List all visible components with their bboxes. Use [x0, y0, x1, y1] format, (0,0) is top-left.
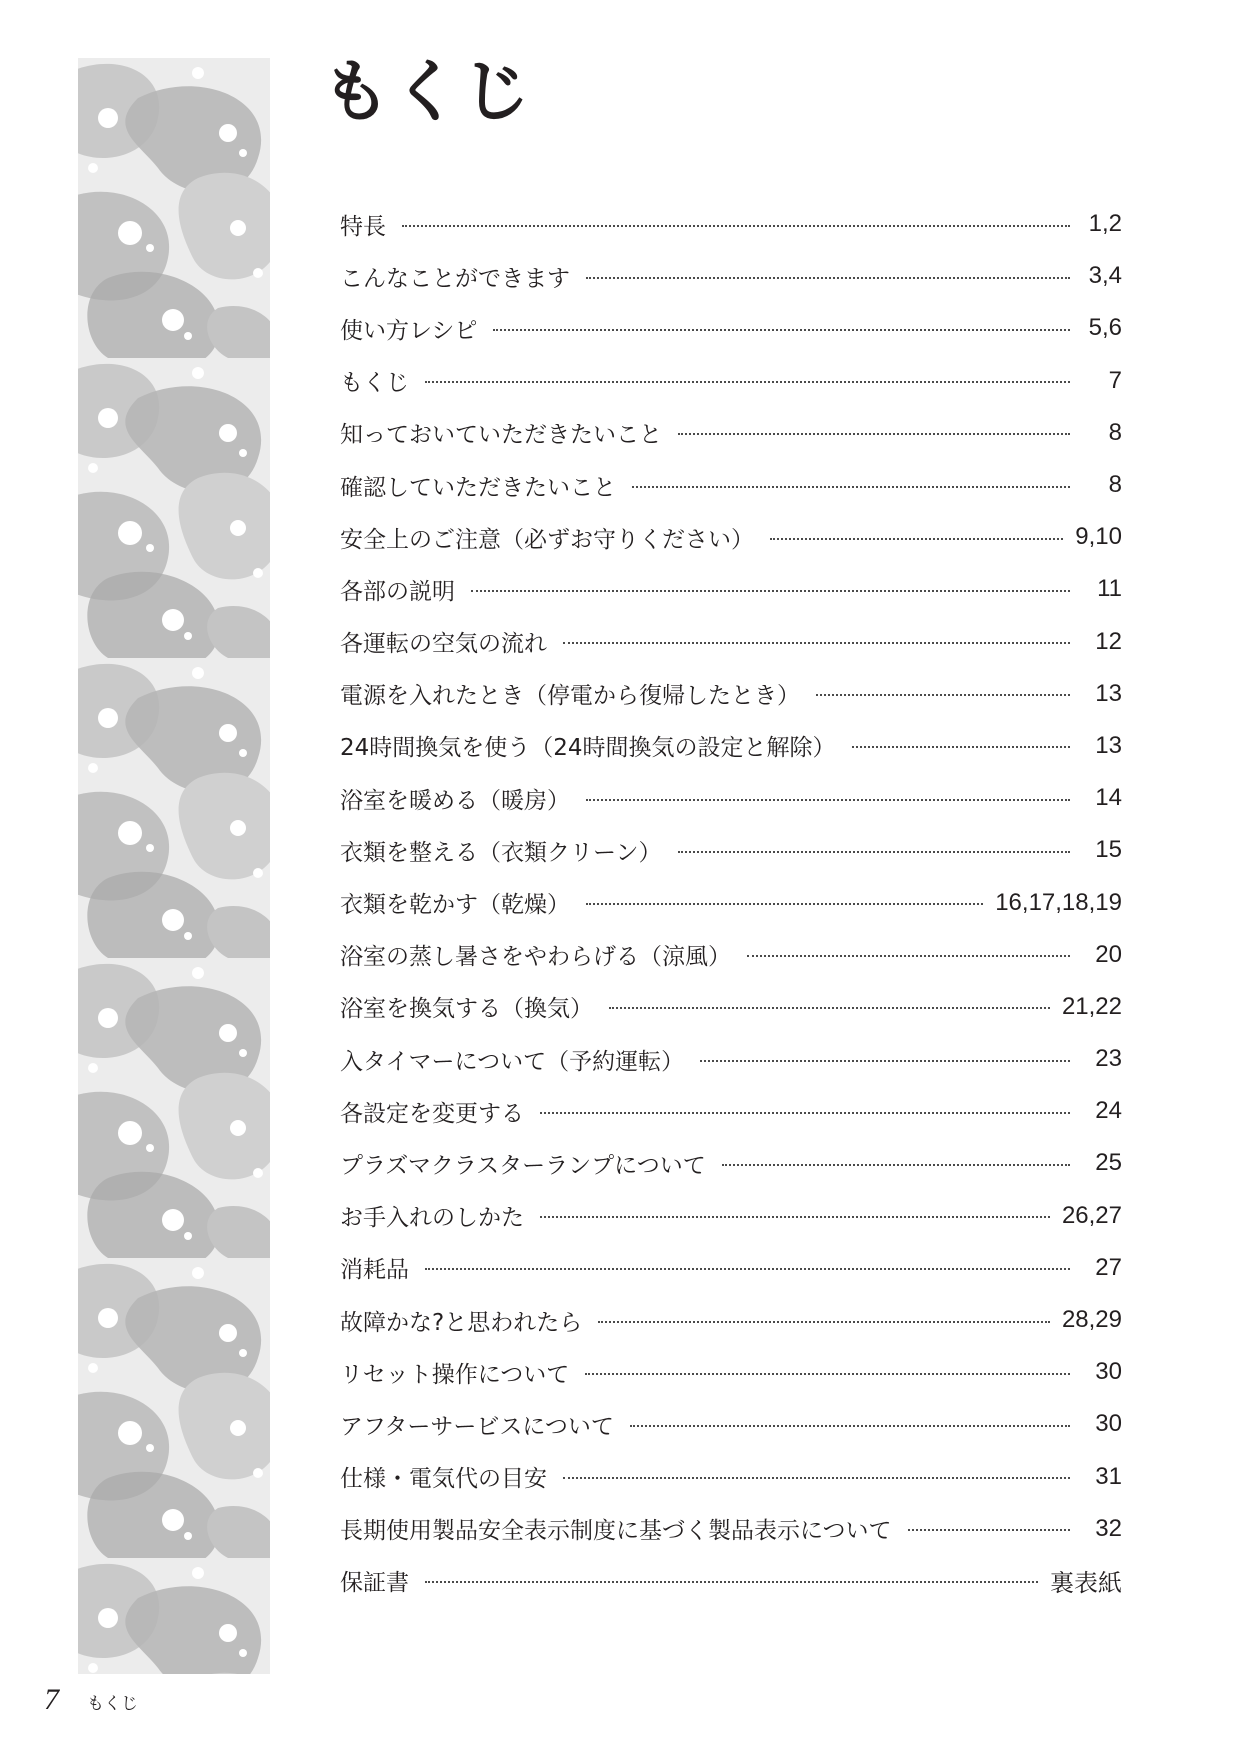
- toc-entry-label: 入タイマーについて（予約運転）: [340, 1048, 685, 1075]
- toc-entry[interactable]: [340, 616, 1122, 668]
- toc-entry-page: 30: [1095, 1410, 1122, 1438]
- toc-entry-label: 電源を入れたとき（停電から復帰したとき）: [340, 683, 800, 710]
- blob-pattern-graphic: [78, 58, 270, 1674]
- toc-leader-dots: [563, 642, 1070, 644]
- toc-entry[interactable]: [340, 824, 1122, 876]
- toc-entry-label: 各部の説明: [340, 578, 455, 605]
- toc-entry[interactable]: [340, 1242, 1122, 1294]
- toc-entry-label: 確認していただきたいこと: [340, 474, 616, 501]
- toc-entry-page: 3,4: [1088, 262, 1122, 290]
- toc-leader-dots: [747, 955, 1070, 957]
- toc-entry[interactable]: [340, 511, 1122, 563]
- toc-leader-dots: [816, 694, 1070, 696]
- table-of-contents: [340, 198, 1122, 1607]
- toc-leader-dots: [609, 1007, 1050, 1009]
- toc-entry-page: 20: [1095, 940, 1122, 968]
- toc-entry-page: 13: [1095, 731, 1122, 759]
- toc-leader-dots: [540, 1112, 1070, 1114]
- toc-entry-page: 14: [1095, 784, 1122, 812]
- toc-leader-dots: [700, 1060, 1070, 1062]
- toc-entry[interactable]: [340, 668, 1122, 720]
- toc-entry-label: 安全上のご注意（必ずお守りください）: [340, 526, 754, 553]
- toc-leader-dots: [425, 1581, 1038, 1583]
- toc-entry-page: 25: [1095, 1149, 1122, 1177]
- toc-entry-label: プラズマクラスターランプについて: [340, 1152, 706, 1179]
- toc-leader-dots: [425, 1268, 1070, 1270]
- toc-entry-page: 9,10: [1075, 523, 1122, 551]
- toc-entry-label: 消耗品: [340, 1257, 409, 1284]
- decorative-pattern-band: [78, 58, 270, 1674]
- toc-entry[interactable]: [340, 1137, 1122, 1189]
- toc-entry-label: 長期使用製品安全表示制度に基づく製品表示について: [340, 1518, 892, 1545]
- toc-entry[interactable]: [340, 929, 1122, 981]
- toc-leader-dots: [630, 1425, 1070, 1427]
- toc-entry-label: アフターサービスについて: [340, 1413, 614, 1440]
- toc-entry[interactable]: [340, 1346, 1122, 1398]
- toc-entry[interactable]: [340, 250, 1122, 302]
- toc-leader-dots: [586, 799, 1070, 801]
- toc-entry[interactable]: [340, 1503, 1122, 1555]
- toc-entry-label: 保証書: [340, 1570, 409, 1597]
- toc-entry-page: 7: [1108, 366, 1122, 394]
- toc-entry-page: 32: [1095, 1514, 1122, 1542]
- toc-entry[interactable]: [340, 1294, 1122, 1346]
- toc-entry-label: こんなことができます: [340, 265, 570, 292]
- toc-leader-dots: [598, 1321, 1050, 1323]
- toc-entry-label: 浴室を暖める（暖房）: [340, 787, 570, 814]
- toc-entry-page: 裏表紙: [1050, 1570, 1122, 1598]
- toc-leader-dots: [585, 1373, 1070, 1375]
- toc-leader-dots: [632, 486, 1070, 488]
- toc-entry[interactable]: [340, 563, 1122, 615]
- toc-entry[interactable]: [340, 1555, 1122, 1607]
- footer-page-number: 7: [44, 1683, 59, 1716]
- toc-entry[interactable]: [340, 1398, 1122, 1450]
- toc-leader-dots: [586, 277, 1070, 279]
- toc-entry-page: 31: [1095, 1462, 1122, 1490]
- toc-entry[interactable]: [340, 1451, 1122, 1503]
- toc-entry[interactable]: [340, 1033, 1122, 1085]
- toc-entry-page: 24: [1095, 1097, 1122, 1125]
- toc-leader-dots: [402, 225, 1070, 227]
- page-title: もくじ: [322, 53, 533, 132]
- toc-entry[interactable]: [340, 302, 1122, 354]
- toc-entry-page: 13: [1095, 679, 1122, 707]
- toc-entry-label: お手入れのしかた: [340, 1205, 524, 1232]
- toc-entry-label: 24時間換気を使う（24時間換気の設定と解除）: [340, 735, 836, 762]
- toc-entry-label: 各運転の空気の流れ: [340, 631, 547, 658]
- toc-entry-label: 浴室を換気する（換気）: [340, 996, 593, 1023]
- toc-entry-label: 浴室の蒸し暑さをやわらげる（涼風）: [340, 944, 731, 971]
- toc-entry[interactable]: [340, 459, 1122, 511]
- toc-leader-dots: [563, 1477, 1070, 1479]
- toc-entry-label: 各設定を変更する: [340, 1100, 524, 1127]
- toc-entry-page: 23: [1095, 1045, 1122, 1073]
- toc-entry-page: 16,17,18,19: [995, 888, 1122, 916]
- toc-entry-page: 28,29: [1061, 1306, 1122, 1334]
- toc-entry[interactable]: [340, 720, 1122, 772]
- toc-entry-page: 1,2: [1088, 210, 1122, 238]
- toc-leader-dots: [770, 538, 1063, 540]
- toc-entry[interactable]: [340, 407, 1122, 459]
- toc-leader-dots: [722, 1164, 1070, 1166]
- toc-entry-label: 仕様・電気代の目安: [340, 1466, 547, 1493]
- toc-entry[interactable]: [340, 981, 1122, 1033]
- toc-entry-label: 知っておいていただきたいこと: [340, 422, 662, 449]
- toc-entry-label: もくじ: [340, 370, 409, 397]
- toc-entry-page: 8: [1108, 418, 1122, 446]
- toc-leader-dots: [852, 746, 1070, 748]
- toc-leader-dots: [493, 329, 1070, 331]
- toc-entry-page: 15: [1095, 836, 1122, 864]
- toc-entry-page: 11: [1097, 575, 1122, 603]
- toc-entry-label: 使い方レシピ: [340, 317, 478, 344]
- toc-entry-label: 故障かな?と思われたら: [340, 1309, 583, 1336]
- toc-entry-page: 5,6: [1088, 314, 1122, 342]
- toc-entry-page: 21,22: [1061, 992, 1122, 1020]
- toc-leader-dots: [540, 1216, 1050, 1218]
- toc-leader-dots: [908, 1529, 1070, 1531]
- toc-entry[interactable]: [340, 355, 1122, 407]
- toc-entry-page: 8: [1108, 471, 1122, 499]
- toc-entry-label: 衣類を乾かす（乾燥）: [340, 892, 570, 919]
- toc-entry[interactable]: [340, 198, 1122, 250]
- toc-entry-label: 衣類を整える（衣類クリーン）: [340, 839, 662, 866]
- toc-entry[interactable]: [340, 772, 1122, 824]
- toc-entry-label: 特長: [340, 213, 386, 240]
- toc-leader-dots: [586, 903, 983, 905]
- page-footer: [44, 1683, 138, 1717]
- toc-entry-page: 27: [1095, 1253, 1122, 1281]
- footer-section-label: もくじ: [87, 1694, 138, 1714]
- toc-leader-dots: [425, 381, 1070, 383]
- toc-leader-dots: [471, 590, 1070, 592]
- toc-entry-label: リセット操作について: [340, 1361, 570, 1388]
- toc-entry-page: 30: [1095, 1358, 1122, 1386]
- toc-entry[interactable]: [340, 1190, 1122, 1242]
- toc-entry[interactable]: [340, 876, 1122, 928]
- toc-entry-page: 26,27: [1061, 1201, 1122, 1229]
- toc-leader-dots: [678, 851, 1070, 853]
- toc-entry-page: 12: [1095, 627, 1122, 655]
- toc-leader-dots: [678, 433, 1070, 435]
- toc-entry[interactable]: [340, 1085, 1122, 1137]
